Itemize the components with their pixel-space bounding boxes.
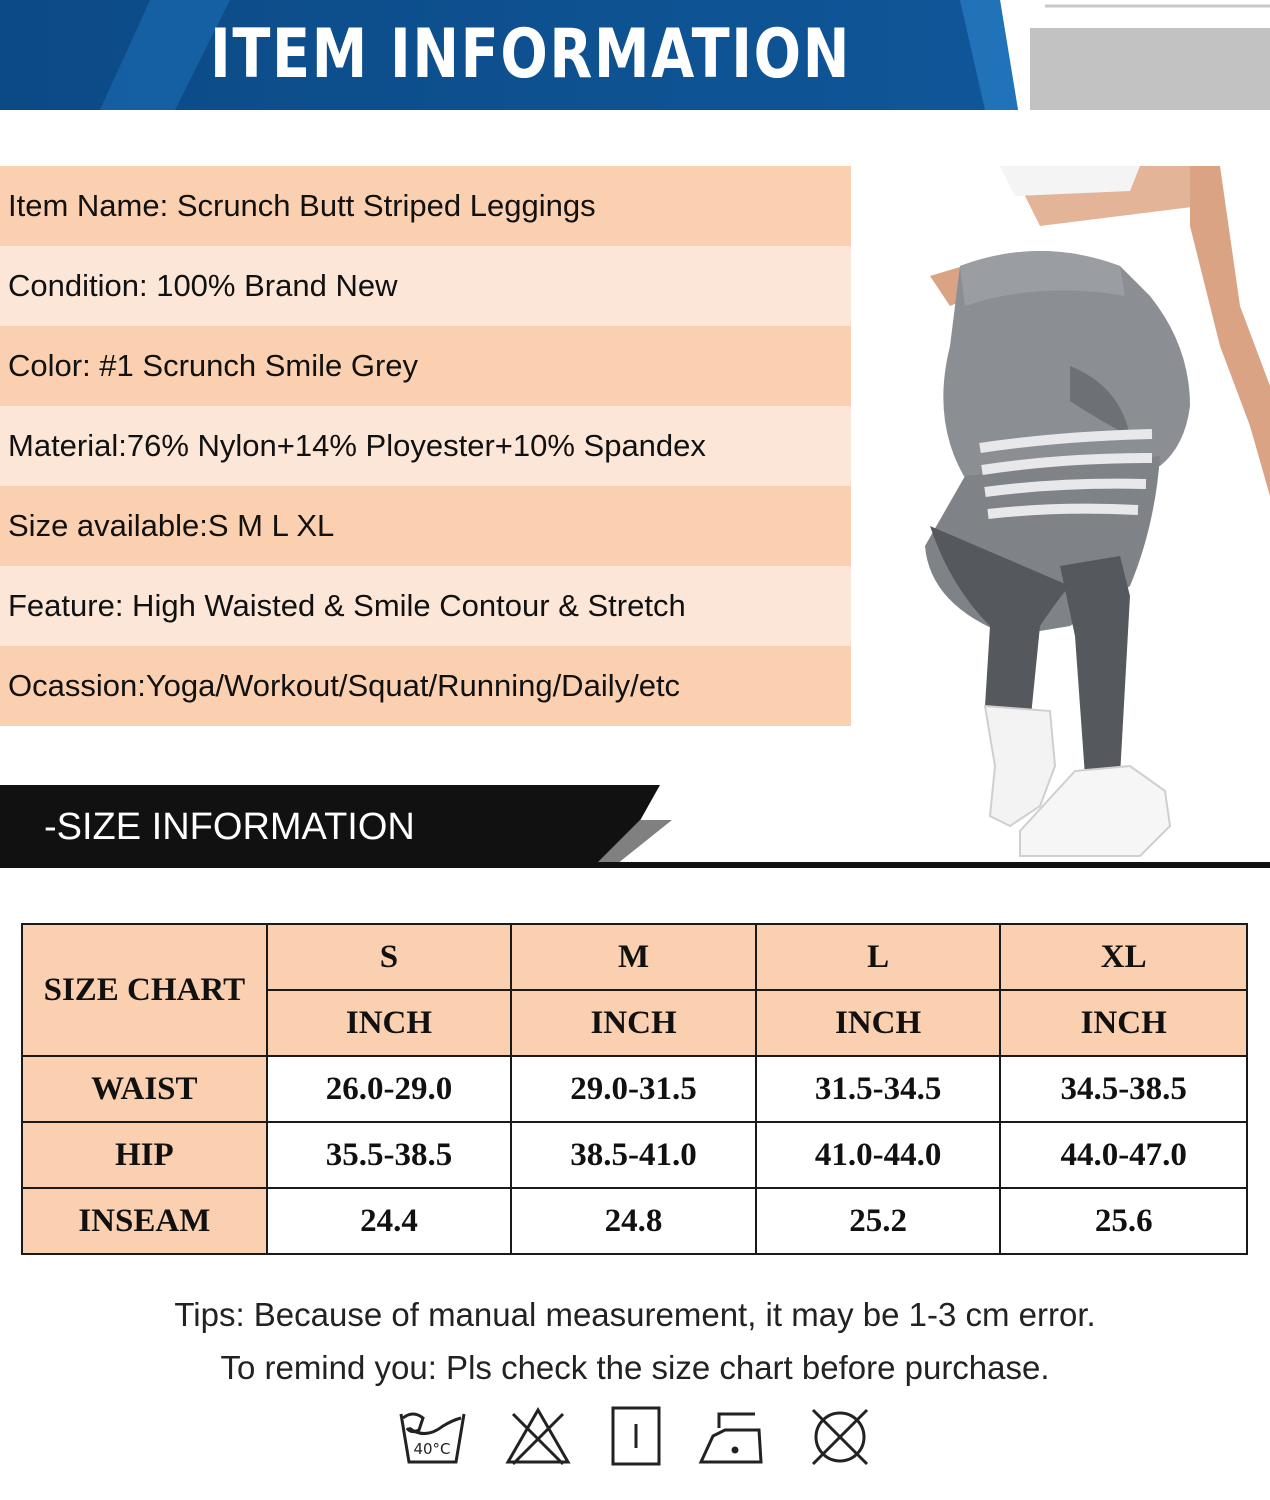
table-cell: 31.5-34.5 bbox=[756, 1056, 1001, 1122]
size-chart-label: SIZE CHART bbox=[22, 924, 267, 1056]
size-information-banner bbox=[0, 780, 1270, 875]
size-s-header: S bbox=[267, 924, 512, 990]
table-cell: 35.5-38.5 bbox=[267, 1122, 512, 1188]
size-m-header: M bbox=[511, 924, 756, 990]
unit-cell: INCH bbox=[511, 990, 756, 1056]
table-cell: 26.0-29.0 bbox=[267, 1056, 512, 1122]
info-condition: Condition: 100% Brand New bbox=[0, 246, 851, 326]
tips-line-2: To remind you: Pls check the size chart before purchase. bbox=[220, 1349, 1050, 1386]
tips-section bbox=[0, 1288, 1270, 1394]
info-material: Material:76% Nylon+14% Ployester+10% Spandex bbox=[0, 406, 851, 486]
table-cell: 41.0-44.0 bbox=[756, 1122, 1001, 1188]
do-not-tumble-dry-icon bbox=[805, 1400, 875, 1480]
table-row bbox=[22, 1122, 1247, 1188]
size-header-row bbox=[22, 924, 1247, 990]
row-label-inseam: INSEAM bbox=[22, 1188, 267, 1254]
size-xl-header: XL bbox=[1000, 924, 1247, 990]
row-label-hip: HIP bbox=[22, 1122, 267, 1188]
info-item-name: Item Name: Scrunch Butt Striped Leggings bbox=[0, 166, 851, 246]
table-row bbox=[22, 1188, 1247, 1254]
info-occasion: Ocassion:Yoga/Workout/Squat/Running/Daily/etc bbox=[0, 646, 851, 726]
table-cell: 24.4 bbox=[267, 1188, 512, 1254]
wash-temp-label: 40°C bbox=[413, 1440, 451, 1458]
size-l-header: L bbox=[756, 924, 1001, 990]
table-cell: 38.5-41.0 bbox=[511, 1122, 756, 1188]
size-chart-table bbox=[21, 923, 1248, 1255]
info-size-available: Size available:S M L XL bbox=[0, 486, 851, 566]
do-not-bleach-icon bbox=[503, 1400, 573, 1480]
unit-cell: INCH bbox=[756, 990, 1001, 1056]
iron-low-icon bbox=[695, 1400, 770, 1480]
model-leggings-image bbox=[890, 166, 1270, 866]
table-cell: 34.5-38.5 bbox=[1000, 1056, 1247, 1122]
row-label-waist: WAIST bbox=[22, 1056, 267, 1122]
table-cell: 25.6 bbox=[1000, 1188, 1247, 1254]
unit-cell: INCH bbox=[1000, 990, 1247, 1056]
table-cell: 24.8 bbox=[511, 1188, 756, 1254]
unit-cell: INCH bbox=[267, 990, 512, 1056]
tips-line-1: Tips: Because of manual measurement, it may be 1-3 cm error. bbox=[174, 1296, 1096, 1333]
info-color: Color: #1 Scrunch Smile Grey bbox=[0, 326, 851, 406]
item-information-banner bbox=[0, 0, 1270, 110]
item-info-list bbox=[0, 166, 851, 726]
table-cell: 44.0-47.0 bbox=[1000, 1122, 1247, 1188]
size-banner-title: -SIZE INFORMATION bbox=[44, 806, 415, 848]
table-cell: 25.2 bbox=[756, 1188, 1001, 1254]
hand-wash-40-icon bbox=[395, 1400, 470, 1480]
info-feature: Feature: High Waisted & Smile Contour & Stretch bbox=[0, 566, 851, 646]
banner-title: ITEM INFORMATION bbox=[210, 15, 852, 94]
table-cell: 29.0-31.5 bbox=[511, 1056, 756, 1122]
hang-dry-icon bbox=[607, 1400, 667, 1480]
care-icons bbox=[395, 1400, 875, 1475]
table-row bbox=[22, 1056, 1247, 1122]
